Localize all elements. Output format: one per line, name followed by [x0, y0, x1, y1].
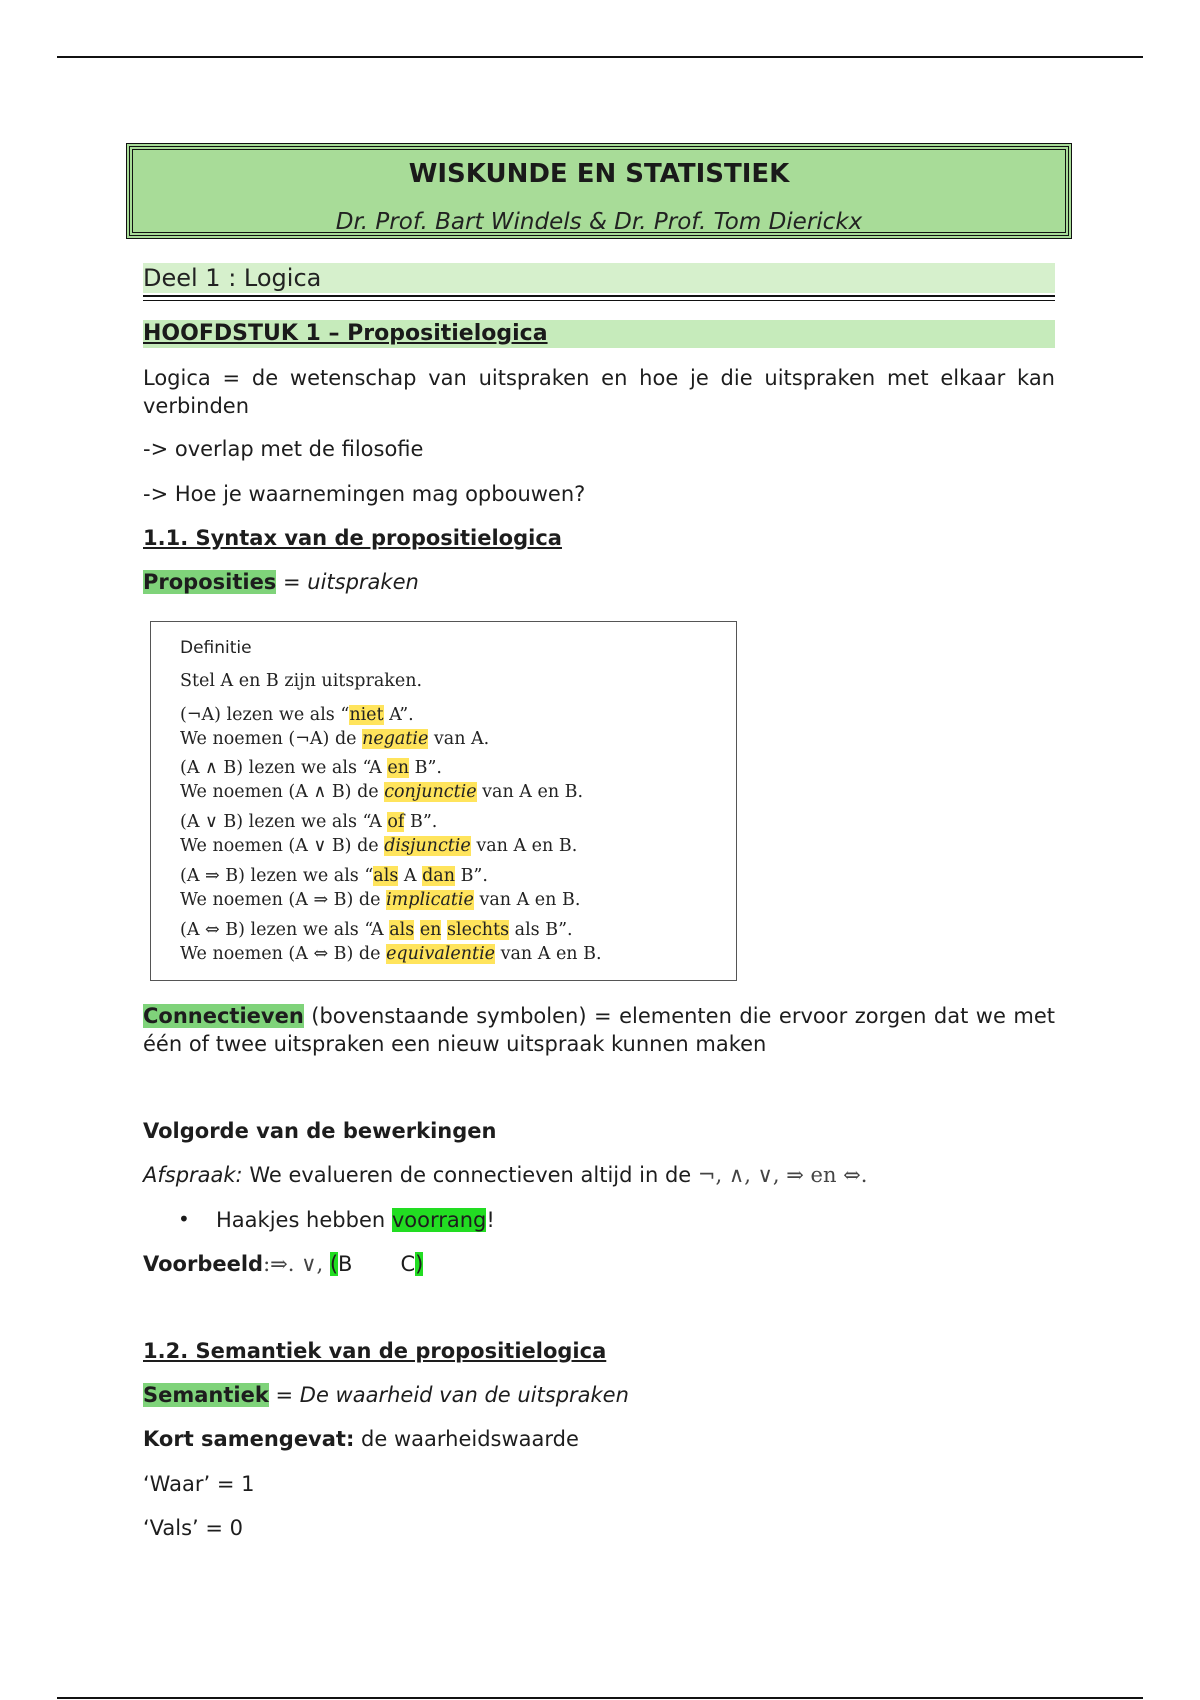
definition-name-conjunctie: We noemen (A ∧ B) de conjunctie van A en B.	[180, 782, 584, 802]
document-title: WISKUNDE EN STATISTIEK	[408, 159, 790, 189]
definition-box	[150, 621, 737, 981]
definition-heading: Definitie	[180, 638, 252, 658]
semantiek-line: Semantiek = De waarheid van de uitspraken	[143, 1383, 629, 1407]
document-authors: Dr. Prof. Bart Windels & Dr. Prof. Tom Dierickx	[335, 209, 863, 235]
syntax-heading: 1.1. Syntax van de propositielogica	[143, 526, 562, 550]
definition-read-implicatie: (A ⇒ B) lezen we als “als A dan B”.	[180, 866, 488, 886]
volgorde-heading: Volgorde van de bewerkingen	[143, 1119, 497, 1143]
intro-point-1: -> overlap met de filosofie	[143, 437, 424, 461]
header-rule	[57, 56, 1143, 58]
footer-rule	[57, 1697, 1143, 1699]
proposities-line: Proposities = uitspraken	[143, 570, 419, 594]
semantiek-heading: 1.2. Semantiek van de propositielogica	[143, 1339, 607, 1363]
intro-point-2: -> Hoe je waarnemingen mag opbouwen?	[143, 482, 586, 506]
chapter-heading: HOOFDSTUK 1 – Propositielogica	[143, 320, 1055, 348]
section-rule	[143, 295, 1055, 297]
definition-name-equivalentie: We noemen (A ⇔ B) de equivalentie van A en B.	[180, 944, 602, 964]
definition-read-negatie: (¬A) lezen we als “niet A”.	[180, 705, 414, 725]
term-connectieven: Connectieven	[143, 1004, 304, 1028]
definition-name-disjunctie: We noemen (A ∨ B) de disjunctie van A en B.	[180, 836, 578, 856]
kort-samengevat-line: Kort samengevat: de waarheidswaarde	[143, 1427, 579, 1451]
connectieven-paragraph: Connectieven (bovenstaande symbolen) = elementen die ervoor zorgen dat we met één of twee uitspraken een nieuw uitspraak kunnen maken	[143, 1004, 1055, 1056]
definition-read-disjunctie: (A ∨ B) lezen we als “A of B”.	[180, 812, 438, 832]
definition-intro: Stel A en B zijn uitspraken.	[180, 671, 423, 691]
voorbeeld-line: Voorbeeld:⇒. ∨, (B C)	[143, 1252, 424, 1276]
connective-symbols: ¬, ∧, ∨, ⇒ en ⇔.	[697, 1163, 868, 1187]
afspraak-line: Afspraak: We evalueren de connectieven altijd in de ¬, ∧, ∨, ⇒ en ⇔.	[143, 1163, 868, 1187]
bullet-item: Haakjes hebben voorrang!	[216, 1208, 495, 1232]
section-rule-thin	[143, 300, 1055, 301]
definition-read-equivalentie: (A ⇔ B) lezen we als “A als en slechts als B”.	[180, 920, 573, 940]
section-heading: Deel 1 : Logica	[143, 263, 1055, 293]
intro-paragraph: Logica = de wetenschap van uitspraken en hoe je die uitspraken met elkaar kan verbinden	[143, 366, 1055, 418]
definition-read-conjunctie: (A ∧ B) lezen we als “A en B”.	[180, 758, 442, 778]
document-title-box	[126, 143, 1072, 239]
term-semantiek: Semantiek	[143, 1383, 269, 1407]
waar-line: ‘Waar’ = 1	[143, 1472, 255, 1496]
definition-name-implicatie: We noemen (A ⇒ B) de implicatie van A en B.	[180, 890, 581, 910]
vals-line: ‘Vals’ = 0	[143, 1516, 244, 1540]
bullet-icon: •	[178, 1207, 190, 1231]
term-proposities: Proposities	[143, 570, 277, 594]
definition-name-negatie: We noemen (¬A) de negatie van A.	[180, 729, 490, 749]
